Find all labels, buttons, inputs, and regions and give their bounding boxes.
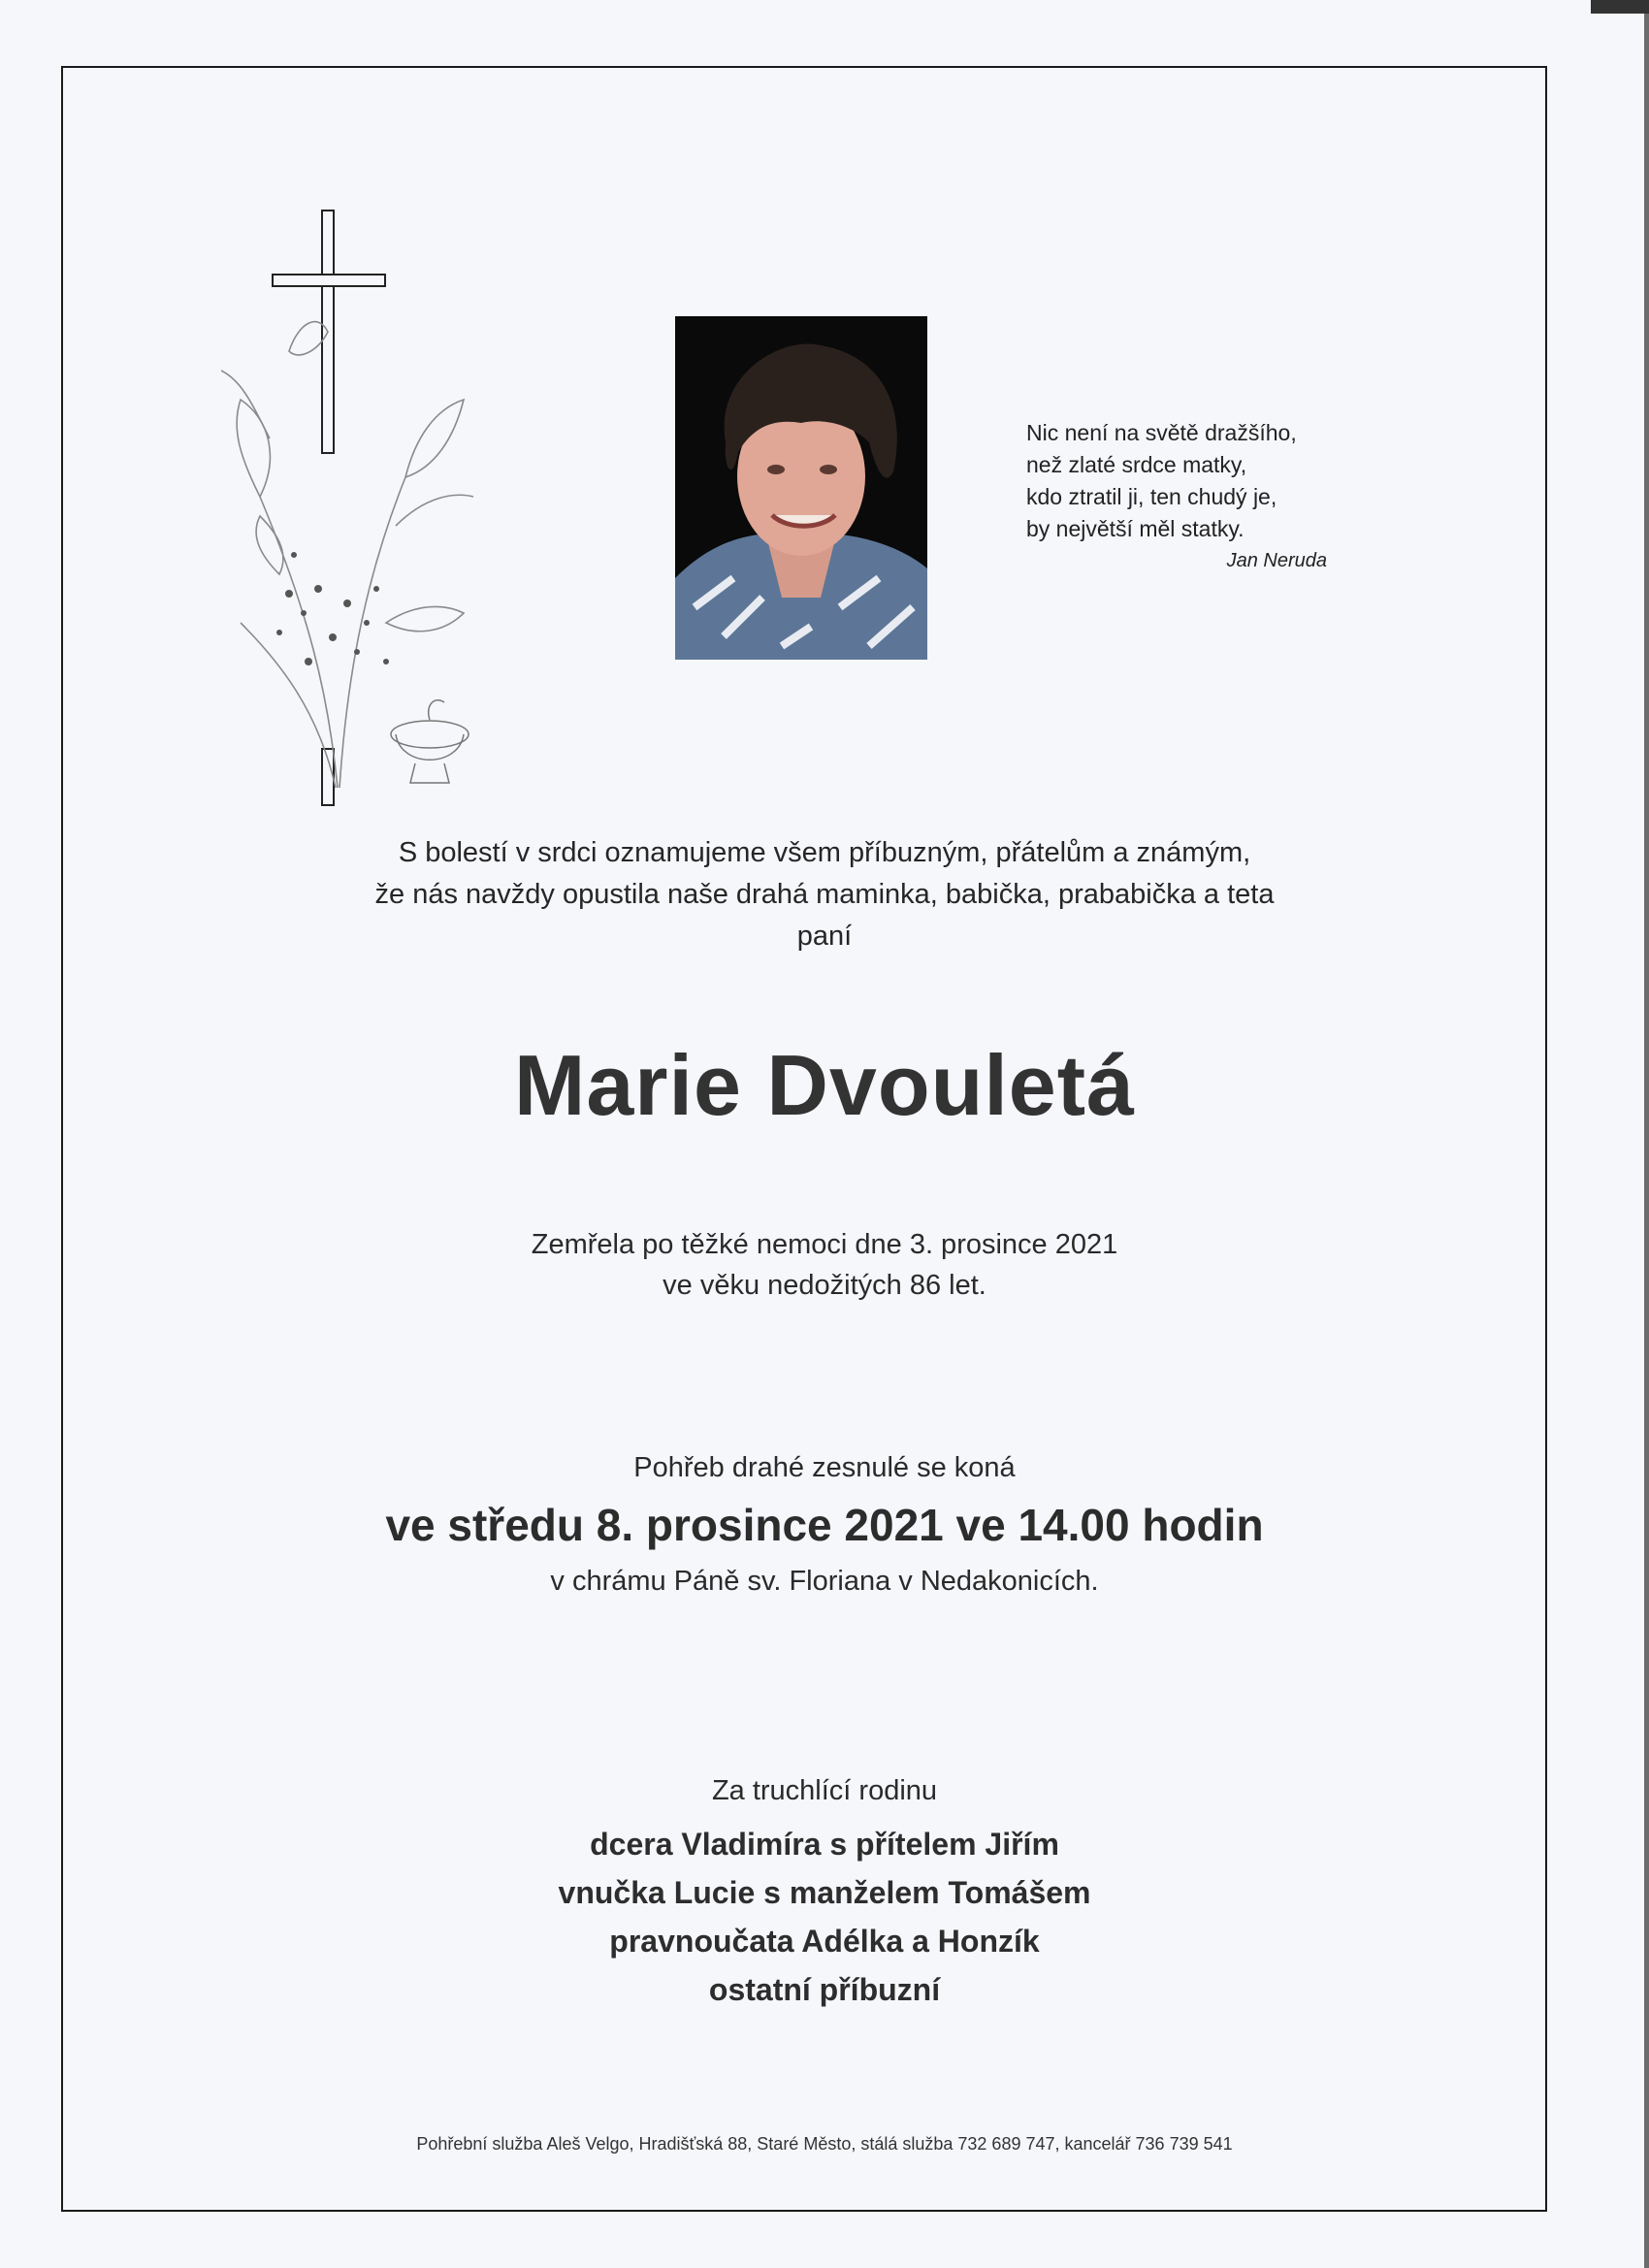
announcement-line: že nás navždy opustila naše drahá maminka, babička, prababička a teta — [374, 879, 1275, 910]
portrait-photo — [675, 316, 927, 660]
scan-edge-top — [1591, 0, 1649, 14]
deceased-name: Marie Dvouletá — [514, 1037, 1135, 1133]
family-member: vnučka Lucie s manželem Tomášem — [558, 1875, 1091, 1910]
cross-with-lilies-icon — [221, 206, 532, 807]
announcement-text — [0, 832, 1649, 957]
funeral-intro: Pohřeb drahé zesnulé se koná — [633, 1452, 1016, 1483]
family-intro: Za truchlící rodinu — [711, 1775, 938, 1806]
funeral-service-footer: Pohřební služba Aleš Velgo, Hradišťská 88, Staré Město, stálá služba 732 689 747, kancelář 736 739 541 — [416, 2134, 1233, 2154]
quote-line: kdo ztratil ji, ten chudý je, — [1026, 484, 1277, 509]
death-line: ve věku nedožitých 86 let. — [663, 1270, 986, 1301]
announcement-line: S bolestí v srdci oznamujeme všem příbuzným, přátelům a známým, — [398, 837, 1251, 868]
quote-line: než zlaté srdce matky, — [1026, 452, 1247, 477]
death-info — [0, 1224, 1649, 1306]
quote-line: Nic není na světě dražšího, — [1026, 420, 1297, 445]
family-member: ostatní příbuzní — [708, 1972, 941, 2007]
announcement-line: paní — [796, 921, 853, 952]
family-member: pravnoučata Adélka a Honzík — [609, 1924, 1040, 1959]
family-list — [0, 1820, 1649, 2014]
funeral-place: v chrámu Páně sv. Floriana v Nedakonicích. — [550, 1566, 1099, 1597]
death-line: Zemřela po těžké nemoci dne 3. prosince 2021 — [531, 1229, 1118, 1260]
quote-line: by největší měl statky. — [1026, 516, 1245, 541]
funeral-date: ve středu 8. prosince 2021 ve 14.00 hodin — [385, 1500, 1264, 1550]
quote-author: Jan Neruda — [1226, 550, 1327, 571]
poem-quote — [1026, 417, 1337, 577]
family-member: dcera Vladimíra s přítelem Jiřím — [590, 1827, 1059, 1862]
